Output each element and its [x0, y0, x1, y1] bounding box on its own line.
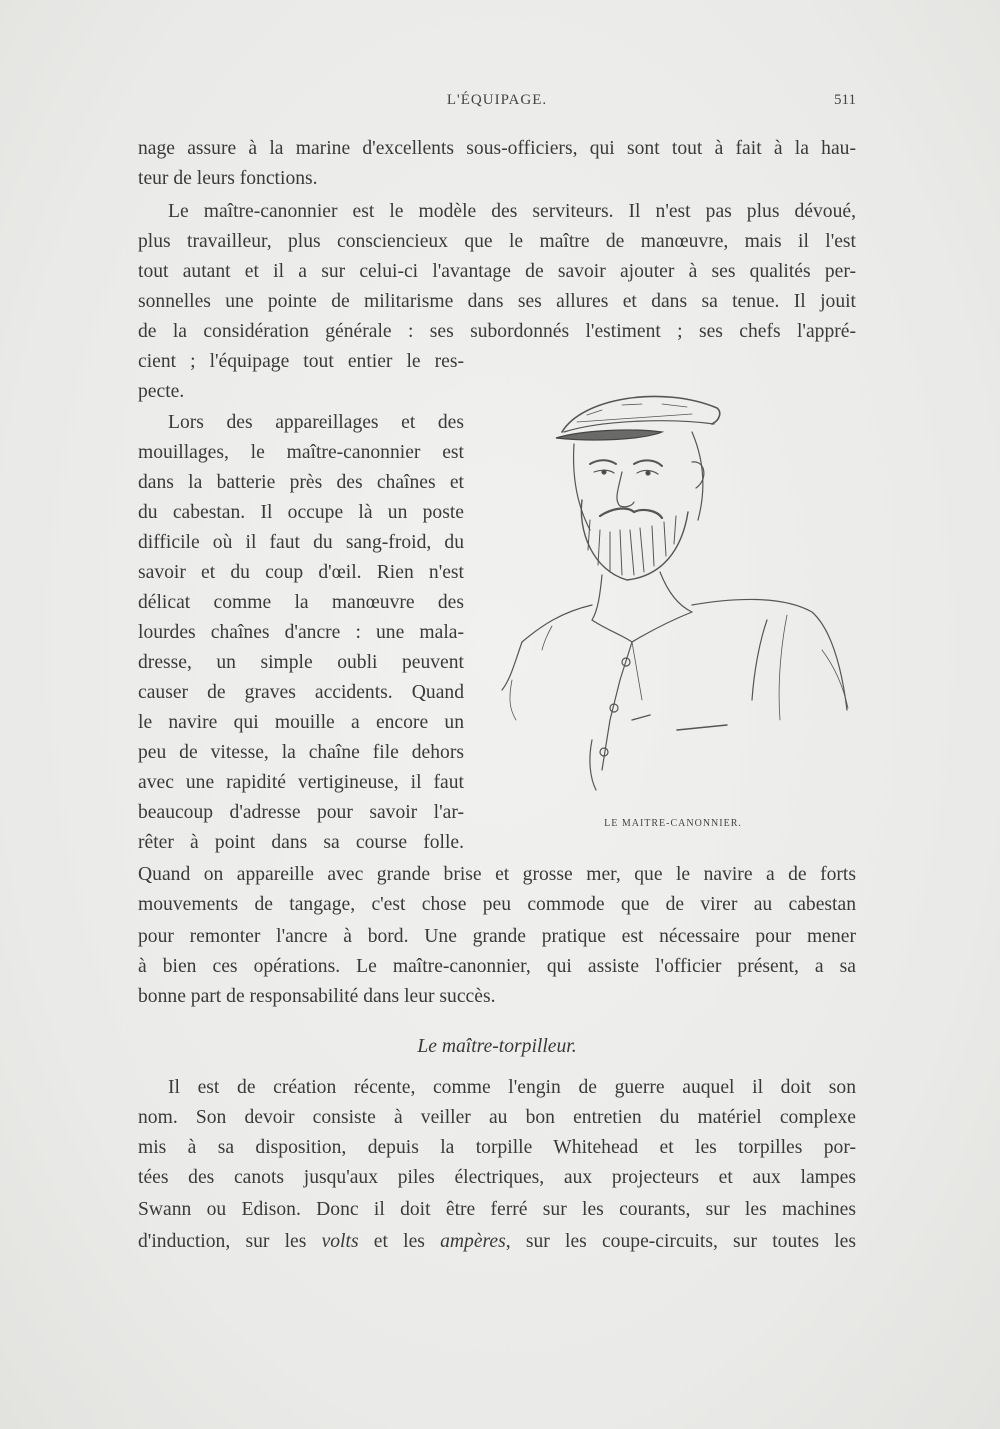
text-line: sonnelles une pointe de militarisme dans ses allures et dans sa tenue. Il jouit [138, 291, 856, 312]
text-line-last [138, 1227, 856, 1257]
text-line: peu de vitesse, la chaîne file dehors [138, 742, 464, 763]
text-line: à bien ces opérations. Le maître-canonnier, qui assiste l'officier présent, a sa [138, 956, 856, 977]
text-fragment: et les [358, 1231, 441, 1252]
text-line: causer de graves accidents. Quand [138, 682, 464, 703]
portrait-illustration [492, 380, 862, 810]
italic-term-amperes: ampères [440, 1231, 506, 1252]
text-line: teur de leurs fonctions. [138, 168, 318, 189]
text-line: difficile où il faut du sang-froid, du [138, 532, 464, 553]
text-line: le navire qui mouille a encore un [138, 712, 464, 733]
page-number: 511 [834, 92, 856, 108]
text-line: Il est de création récente, comme l'engin de guerre auquel il doit son [168, 1077, 856, 1098]
text-line: dresse, un simple oubli peuvent [138, 652, 464, 673]
text-line: beaucoup d'adresse pour savoir l'ar- [138, 802, 464, 823]
text-line: Quand on appareille avec grande brise et grosse mer, que le navire a de forts [138, 864, 856, 885]
text-line: pecte. [138, 381, 185, 402]
text-line: nage assure à la marine d'excellents sous-officiers, qui sont tout à fait à la hau- [138, 138, 856, 159]
text-line: du cabestan. Il occupe là un poste [138, 502, 464, 523]
figure-caption: LE MAITRE-CANONNIER. [604, 818, 742, 829]
text-line: tées des canots jusqu'aux piles électriques, aux projecteurs et aux lampes [138, 1167, 856, 1188]
text-line: Le maître-canonnier est le modèle des serviteurs. Il n'est pas plus dévoué, [168, 201, 856, 222]
text-line: lourdes chaînes d'ancre : une mala- [138, 622, 464, 643]
text-line: tout autant et il a sur celui-ci l'avantage de savoir ajouter à ses qualités per- [138, 261, 856, 282]
text-line: Lors des appareillages et des [168, 412, 464, 433]
text-line: bonne part de responsabilité dans leur succès. [138, 986, 496, 1007]
text-line: nom. Son devoir consiste à veiller au bon entretien du matériel complexe [138, 1107, 856, 1128]
text-line: mouvements de tangage, c'est chose peu commode que de virer au cabestan [138, 894, 856, 915]
text-line: Swann ou Edison. Donc il doit être ferré sur les courants, sur les machines [138, 1199, 856, 1220]
text-line: mis à sa disposition, depuis la torpille Whitehead et les torpilles por- [138, 1137, 856, 1158]
text-line: avec une rapidité vertigineuse, il faut [138, 772, 464, 793]
text-line: de la considération générale : ses subordonnés l'estiment ; ses chefs l'appré- [138, 321, 856, 342]
running-title: L'ÉQUIPAGE. [446, 92, 548, 108]
text-line: plus travailleur, plus consciencieux que le maître de manœuvre, mais il l'est [138, 231, 856, 252]
section-heading: Le maître-torpilleur. [417, 1036, 577, 1057]
text-line: dans la batterie près des chaînes et [138, 472, 464, 493]
text-line: rêter à point dans sa course folle. [138, 832, 464, 853]
text-line: délicat comme la manœuvre des [138, 592, 464, 613]
sailor-portrait-drawing [492, 380, 862, 810]
text-fragment: d'induction, sur les [138, 1231, 322, 1252]
text-fragment: , sur les coupe-circuits, sur toutes les [505, 1231, 856, 1252]
text-line: cient ; l'équipage tout entier le res- [138, 351, 464, 372]
text-line: mouillages, le maître-canonnier est [138, 442, 464, 463]
italic-term-volts: volts [321, 1231, 359, 1252]
page-header [138, 92, 856, 116]
text-line: pour remonter l'ancre à bord. Une grande pratique est nécessaire pour mener [138, 926, 856, 947]
text-line: savoir et du coup d'œil. Rien n'est [138, 562, 464, 583]
